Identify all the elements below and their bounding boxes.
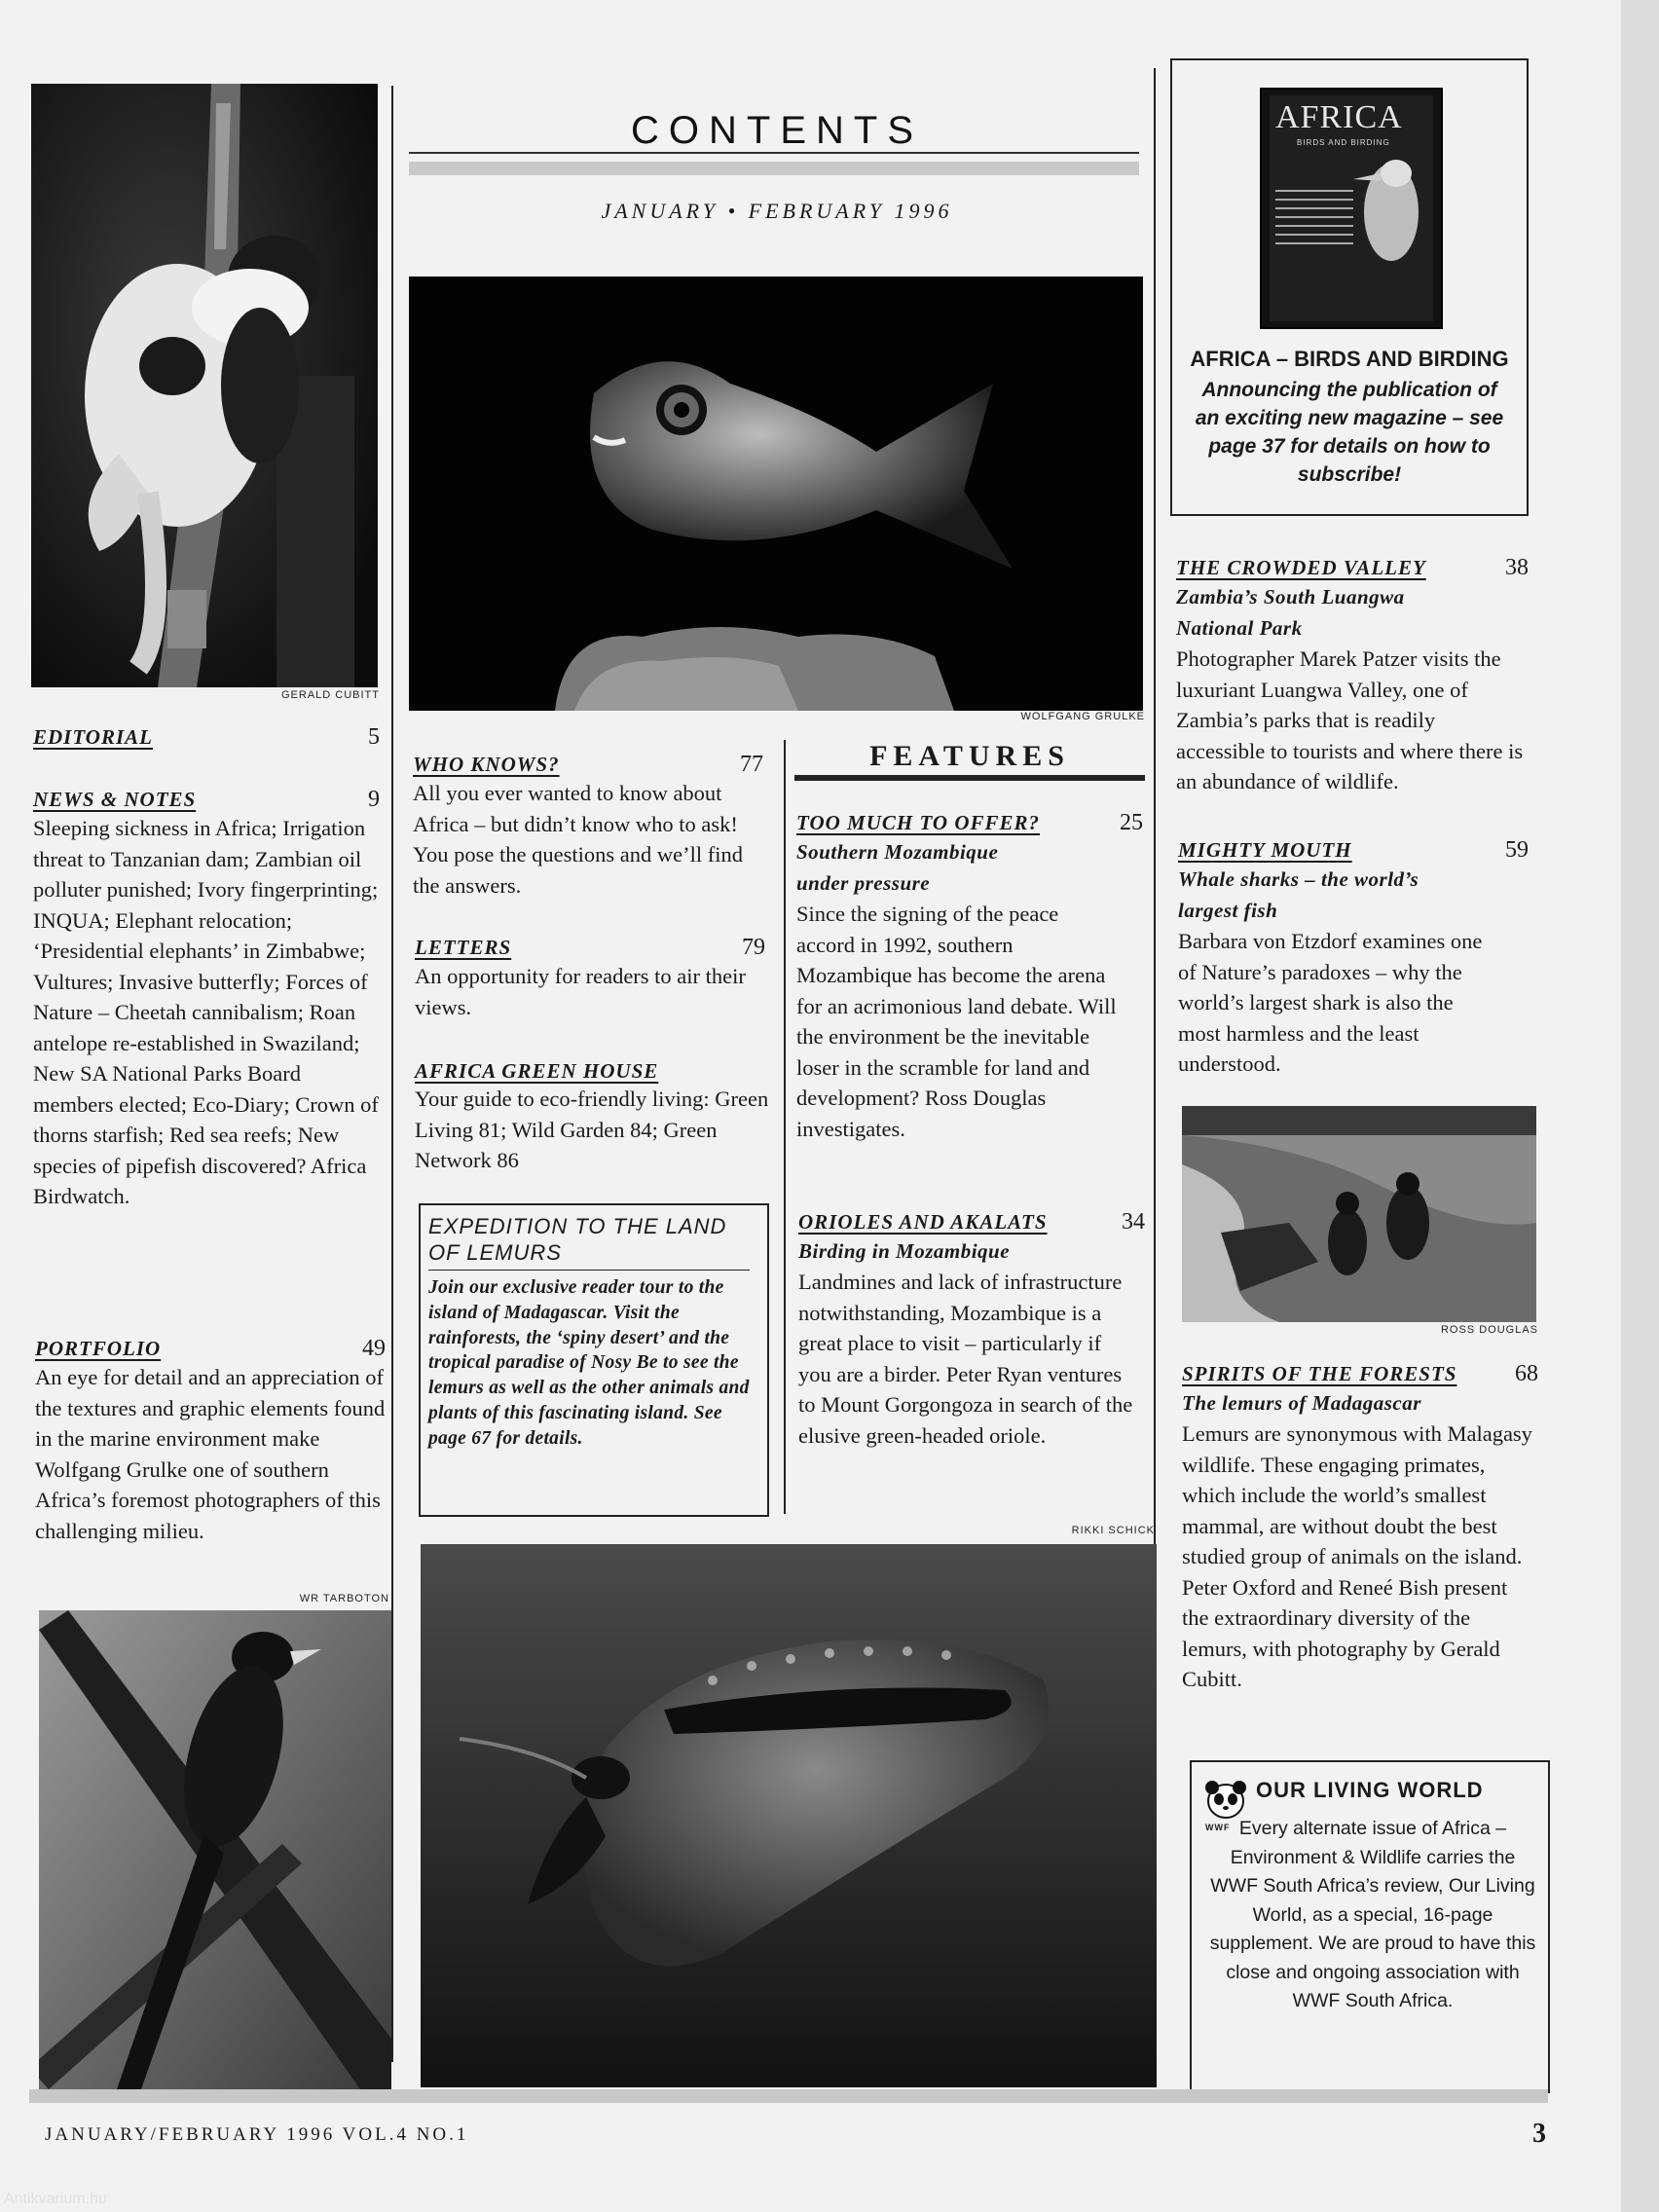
section-letters [415, 935, 765, 1022]
feature-crowded-valley [1176, 555, 1529, 797]
features-rule [794, 775, 1145, 781]
page-title: CONTENTS [631, 109, 923, 152]
birds-ad-box [1170, 58, 1529, 516]
section-who-knows [413, 752, 763, 901]
wwf-box [1190, 1760, 1550, 2093]
birds-magazine-cover [1260, 88, 1443, 329]
watermark: Antikvarium.hu [4, 2191, 107, 2207]
birds-ad-title: AFRICA – BIRDS AND BIRDING [1190, 347, 1509, 371]
feature-spirits-body: Lemurs are synonymous with Malagasy wildlife. These engaging primates, which include the world’s smallest mammal, are without doubt the best studied group of animals on the island. Peter Oxford and Reneé Bish present the extraordinary diversity of the lemurs, with photography by Gerald Cubitt. [1182, 1421, 1532, 1691]
fish-photo-credit: WOLFGANG GRULKE [1020, 711, 1145, 722]
feature-orioles-title: ORIOLES AND AKALATS [798, 1210, 1048, 1234]
feature-crowded-valley-page: 38 [1505, 555, 1529, 580]
shark-photo [421, 1544, 1157, 2087]
lemur-illustration [31, 84, 378, 687]
feature-orioles-page: 34 [1122, 1209, 1145, 1235]
page-number: 3 [1532, 2119, 1546, 2149]
cover-bird-icon [1347, 154, 1425, 280]
footer-issue: JANUARY/FEBRUARY 1996 VOL.4 NO.1 [45, 2124, 469, 2145]
feature-mighty-mouth-body: Barbara von Etzdorf examines one of Nature’s paradoxes – why the world’s largest shark is also the most harmless and the least understood. [1178, 929, 1483, 1076]
feature-spirits-forests [1182, 1361, 1538, 1695]
feature-crowded-valley-title: THE CROWDED VALLEY [1176, 556, 1426, 579]
section-green-house-body: Your guide to eco-friendly living: Green Living 81; Wild Garden 84; Green Network 86 [415, 1087, 769, 1172]
valley-photo-credit: ROSS DOUGLAS [1440, 1324, 1538, 1336]
page-edge [1621, 0, 1659, 2212]
expedition-title: EXPEDITION TO THE LAND OF LEMURS [428, 1213, 750, 1271]
expedition-box [419, 1203, 769, 1517]
feature-mighty-mouth-subtitle: Whale sharks – the world’s largest fish [1178, 867, 1419, 922]
shark-illustration [421, 1544, 1157, 2087]
feature-too-much-body: Since the signing of the peace accord in 1992, southern Mozambique has become the arena for an acrimonious land debate. Will the environment be the inevitable loser in the scramble for land and development? Ross Douglas investigates. [796, 902, 1117, 1141]
expedition-body: Join our exclusive reader tour to the island of Madagascar. Visit the rainforests, the ‘spiny desert’ and the tropical paradise of Nosy Be to see the lemurs as well as the other animals and plants of this fascinating island. See page 67 for details. [428, 1277, 750, 1449]
section-green-house-title: AFRICA GREEN HOUSE [415, 1059, 659, 1083]
feature-too-much-subtitle: Southern Mozambique under pressure [796, 840, 999, 895]
feature-mighty-mouth [1178, 837, 1529, 1080]
feature-mighty-mouth-title: MIGHTY MOUTH [1178, 838, 1352, 862]
section-news-notes [33, 787, 380, 1212]
cover-text-lines [1275, 183, 1353, 251]
section-news-notes-page: 9 [368, 787, 380, 812]
feature-orioles-subtitle: Birding in Mozambique [798, 1239, 1011, 1263]
cover-logo: AFRICA [1275, 99, 1403, 135]
features-heading: FEATURES [869, 740, 1070, 772]
feature-spirits-page: 68 [1515, 1361, 1538, 1386]
section-green-house [415, 1059, 775, 1176]
feature-crowded-valley-body: Photographer Marek Patzer visits the luxuriant Luangwa Valley, one of Zambia’s parks that is readily accessible to tourists and where there is an abundance of wildlife. [1176, 646, 1524, 793]
section-editorial [33, 724, 380, 751]
wwf-title: OUR LIVING WORLD [1256, 1778, 1484, 1802]
section-who-knows-body: All you ever wanted to know about Africa – but didn’t know who to ask! You pose the questions and we’ll find the answers. [413, 781, 743, 898]
wwf-logo-text: WWF [1205, 1823, 1231, 1832]
title-rule [409, 152, 1139, 154]
valley-photo [1182, 1106, 1536, 1322]
section-news-notes-body: Sleeping sickness in Africa; Irrigation threat to Tanzanian dam; Zambian oil polluter punished; Ivory fingerprinting; INQUA; Elephant relocation; ‘Presidential elephants’ in Zimbabwe; Vultures; Invasive butterfly; Forces of Nature – Cheetah cannibalism; Roan antelope re-established in Swaziland; New SA National Parks Board members elected; Eco-Diary; Crown of thorns starfish; Red sea reefs; New species of pipefish discovered? Africa Birdwatch. [33, 816, 379, 1208]
wwf-body: Every alternate issue of Africa – Environment & Wildlife carries the WWF South Africa’s review, Our Living World, as a special, 16-page supplement. We are proud to have this close and ongoing association with WWF South Africa. [1209, 1818, 1536, 2011]
feature-spirits-subtitle: The lemurs of Madagascar [1182, 1391, 1421, 1415]
lemur-photo-credit: GERALD CUBITT [280, 689, 380, 701]
feature-orioles-body: Landmines and lack of infrastructure notwithstanding, Mozambique is a great place to visit – particularly if you are a birder. Peter Ryan ventures to Mount Gorgongoza in search of the elusive green-headed oriole. [798, 1270, 1133, 1448]
birds-ad-body: Announcing the publication of an exciting new magazine – see page 37 for details on how to subscribe! [1195, 379, 1504, 486]
feature-mighty-mouth-page: 59 [1505, 837, 1529, 863]
cover-tagline: BIRDS AND BIRDING [1297, 138, 1390, 147]
title-band [409, 162, 1139, 175]
bird-photo [39, 1610, 391, 2089]
valley-illustration [1182, 1106, 1536, 1322]
section-editorial-title: EDITORIAL [33, 725, 153, 749]
section-portfolio-body: An eye for detail and an appreciation of the textures and graphic elements found in the marine environment make Wolfgang Grulke one of southern Africa’s foremost photographers of this challenging milieu. [35, 1365, 386, 1543]
section-letters-body: An opportunity for readers to air their views. [415, 964, 746, 1019]
feature-spirits-title: SPIRITS OF THE FORESTS [1182, 1362, 1457, 1385]
bird-photo-credit: WR TARBOTON [299, 1593, 389, 1604]
feature-orioles-akalats [798, 1209, 1145, 1451]
issue-date: JANUARY • FEBRUARY 1996 [601, 199, 953, 223]
fish-illustration [409, 276, 1143, 711]
section-news-notes-title: NEWS & NOTES [33, 788, 197, 811]
feature-crowded-valley-subtitle: Zambia’s South Luangwa National Park [1176, 585, 1405, 640]
section-portfolio-page: 49 [362, 1336, 386, 1361]
section-editorial-page: 5 [368, 724, 380, 750]
section-who-knows-page: 77 [740, 752, 763, 777]
section-letters-page: 79 [742, 935, 765, 960]
footer-band [29, 2089, 1548, 2103]
feature-too-much-page: 25 [1120, 810, 1143, 835]
section-portfolio [35, 1336, 386, 1546]
fish-photo [409, 276, 1143, 711]
bird-illustration [39, 1610, 391, 2089]
section-who-knows-title: WHO KNOWS? [413, 753, 560, 776]
column-rule-features [784, 740, 786, 1514]
lemur-photo [31, 84, 378, 687]
feature-too-much-title: TOO MUCH TO OFFER? [796, 811, 1041, 834]
shark-photo-credit: RIKKI SCHICK [1071, 1525, 1155, 1536]
column-rule-left [391, 86, 393, 2062]
section-portfolio-title: PORTFOLIO [35, 1337, 162, 1360]
section-letters-title: LETTERS [415, 936, 512, 959]
feature-too-much-to-offer [796, 810, 1143, 1144]
